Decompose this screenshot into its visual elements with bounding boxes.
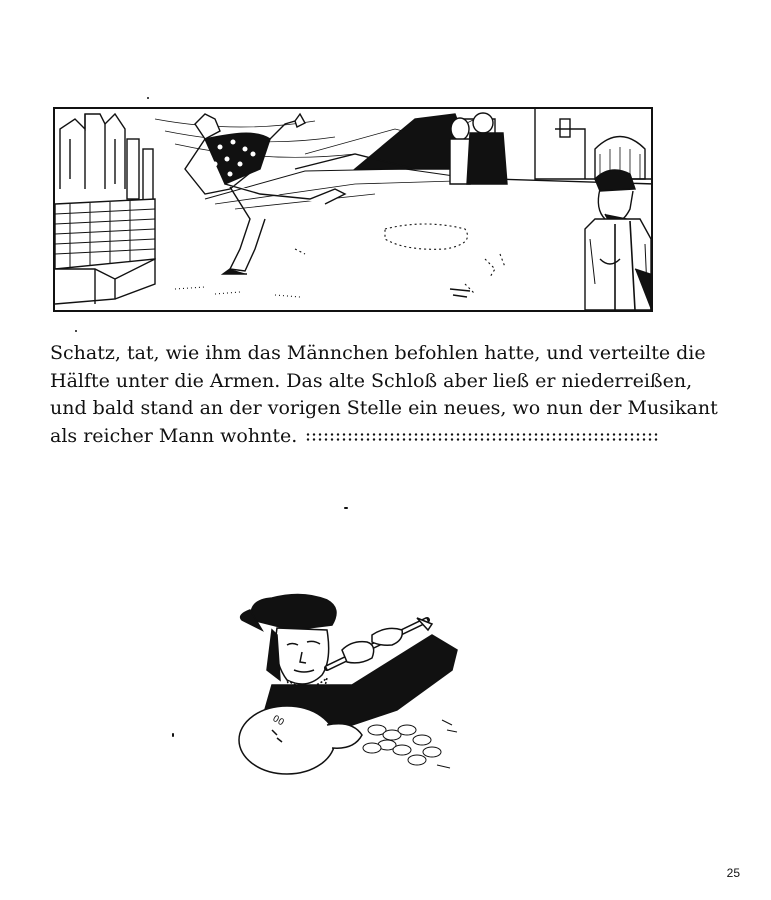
dancing-figure [185, 114, 345, 274]
castle-left [55, 114, 155, 304]
print-speck [147, 97, 149, 99]
money-sack [239, 706, 335, 774]
text-line-3: und bald stand an der vorigen Stelle ein neues, wo nun der Musikant [50, 397, 718, 419]
text-line-4-content: als reicher Mann wohnte. [50, 424, 298, 447]
top-illustration [53, 107, 653, 312]
print-speck [344, 507, 348, 509]
bearded-man [585, 170, 651, 310]
musician-hat [251, 594, 336, 630]
print-speck [172, 733, 174, 737]
ground-details [175, 224, 505, 297]
page-number: 25 [726, 866, 740, 880]
text-line-1: Schatz, tat, wie ihm das Männchen befohlen hatte, und verteilte die [50, 342, 706, 364]
print-speck [75, 330, 77, 332]
text-line-2: Hälfte unter die Armen. Das alte Schloß aber ließ er niederreißen, [50, 369, 693, 392]
coins [363, 720, 457, 768]
text-line-4 [50, 423, 658, 451]
bottom-illustration [232, 590, 467, 780]
dotted-line-filler [305, 432, 660, 442]
story-text [50, 340, 718, 450]
sack-label: 00 [270, 713, 286, 729]
background-onlookers [450, 113, 507, 184]
musician-face [276, 628, 329, 684]
